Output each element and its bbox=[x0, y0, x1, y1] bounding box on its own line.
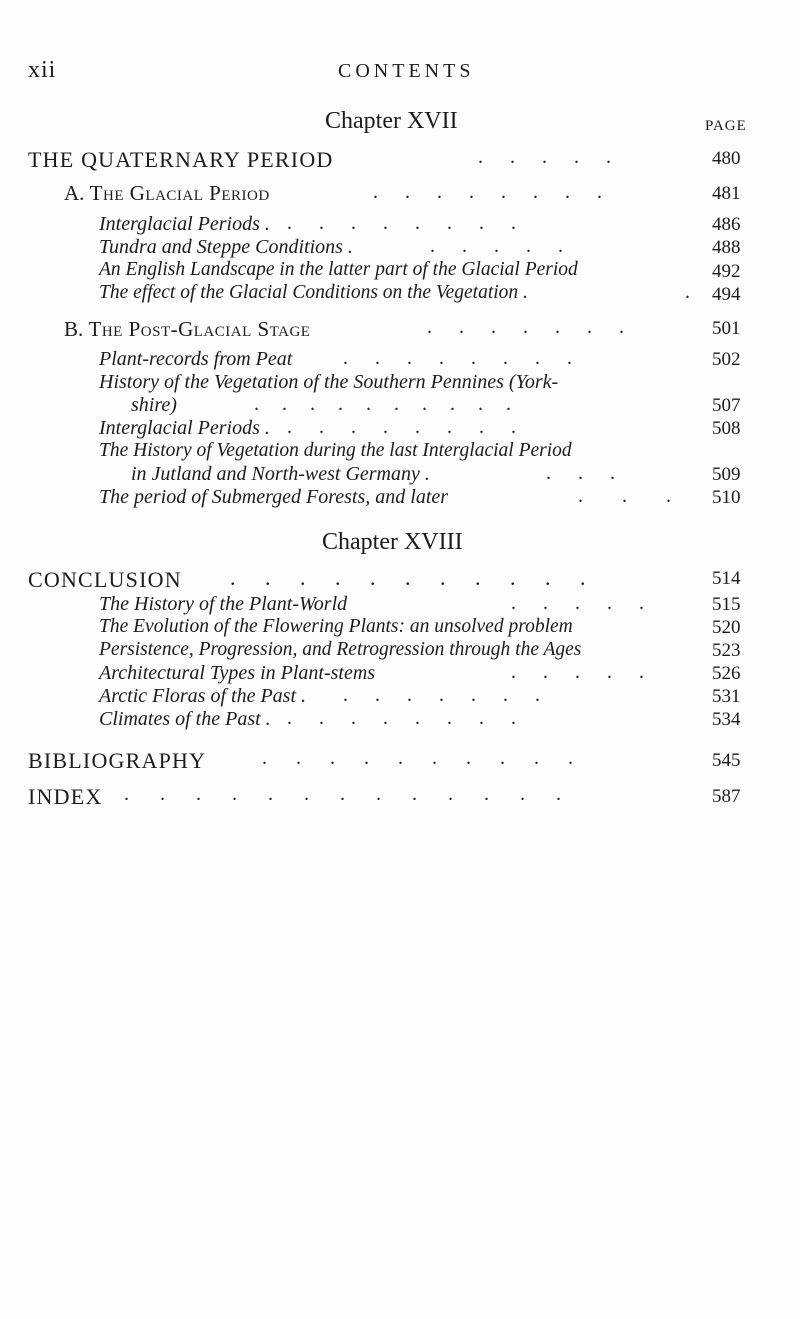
page-number: 509 bbox=[712, 464, 741, 485]
page-number: 514 bbox=[712, 568, 741, 589]
section-b bbox=[64, 317, 310, 342]
page-number: 481 bbox=[712, 183, 741, 204]
page-number: 486 bbox=[712, 214, 741, 235]
leader-dots: . . . . . bbox=[478, 146, 622, 168]
leader-dots: . . . . . . . . bbox=[287, 212, 527, 234]
page-number: 492 bbox=[712, 261, 741, 282]
leader-dots: . . . . . . . . bbox=[287, 707, 527, 729]
page-number: 510 bbox=[712, 487, 741, 508]
toc-entry: The History of Vegetation during the last Interglacial Period bbox=[99, 440, 572, 461]
leader-dots: . . . . . . . . bbox=[373, 181, 613, 203]
page-number: 501 bbox=[712, 318, 741, 339]
toc-entry: Interglacial Periods . bbox=[99, 417, 270, 439]
section-title: The Glacial Period bbox=[89, 181, 270, 205]
page-number: 488 bbox=[712, 237, 741, 258]
page-number: 515 bbox=[712, 594, 741, 615]
toc-entry-continued: in Jutland and North-west Germany . bbox=[131, 463, 430, 485]
chapter-heading: Chapter XVII bbox=[325, 108, 458, 134]
section-title: The Post-Glacial Stage bbox=[88, 317, 311, 341]
page-number: 526 bbox=[712, 663, 741, 684]
page-number: 531 bbox=[712, 686, 741, 707]
page-number: 545 bbox=[712, 750, 741, 771]
page-number: 520 bbox=[712, 617, 741, 638]
leader-dots: . . . . . . . . . . bbox=[262, 747, 585, 769]
page-number: 502 bbox=[712, 349, 741, 370]
section-letter: A. bbox=[64, 181, 85, 205]
chapter-title: THE QUATERNARY PERIOD bbox=[28, 147, 334, 172]
page-number: 508 bbox=[712, 418, 741, 439]
toc-entry: An English Landscape in the latter part of the Glacial Period bbox=[99, 259, 578, 280]
toc-entry: Interglacial Periods . bbox=[99, 213, 270, 235]
leader-dots: . . . . . . . . bbox=[343, 347, 583, 369]
toc-entry: The Evolution of the Flowering Plants: an unsolved problem bbox=[99, 616, 573, 637]
leader-dots: . bbox=[685, 281, 701, 303]
toc-entry: The effect of the Glacial Conditions on the Vegetation . bbox=[99, 282, 528, 303]
toc-entry: Climates of the Past . bbox=[99, 708, 271, 730]
chapter-heading: Chapter XVIII bbox=[322, 529, 463, 555]
leader-dots: . . . . . . . . . . bbox=[254, 393, 520, 415]
page-number: 480 bbox=[712, 148, 741, 169]
leader-dots: . . . . . bbox=[511, 661, 655, 683]
leader-dots: . . . bbox=[578, 485, 688, 507]
page-number: 534 bbox=[712, 709, 741, 730]
leader-dots: . . . . . . . . . . . . . bbox=[124, 783, 574, 805]
index-title: INDEX bbox=[28, 784, 103, 809]
leader-dots: . . . . . bbox=[430, 235, 574, 257]
page-number: 494 bbox=[712, 284, 741, 305]
toc-entry: Architectural Types in Plant-stems bbox=[99, 662, 376, 684]
leader-dots: . . . . . . . . bbox=[287, 416, 527, 438]
page-column-label: PAGE bbox=[705, 118, 747, 134]
page-number: 507 bbox=[712, 395, 741, 416]
leader-dots: . . . . . . . bbox=[343, 684, 551, 706]
section-letter: B. bbox=[64, 317, 84, 341]
leader-dots: . . . . . . . . . . . bbox=[230, 565, 598, 590]
leader-dots: . . . . . . . bbox=[427, 316, 635, 338]
page-folio: xii bbox=[28, 57, 57, 83]
section-a bbox=[64, 181, 270, 206]
toc-entry: Arctic Floras of the Past . bbox=[99, 685, 307, 707]
toc-entry: History of the Vegetation of the Southern Pennines (York- bbox=[99, 371, 559, 393]
leader-dots: . . . bbox=[546, 462, 626, 484]
leader-dots: . . . . . bbox=[511, 592, 655, 614]
page-number: 587 bbox=[712, 786, 741, 807]
toc-entry: The History of the Plant-World bbox=[99, 593, 348, 615]
toc-entry: Tundra and Steppe Conditions . bbox=[99, 236, 353, 258]
page-number: 523 bbox=[712, 640, 741, 661]
toc-entry: Persistence, Progression, and Retrogression through the Ages bbox=[99, 639, 582, 660]
toc-entry: Plant-records from Peat bbox=[99, 348, 293, 370]
toc-entry-continued: shire) bbox=[131, 394, 177, 416]
toc-entry: The period of Submerged Forests, and later bbox=[99, 486, 449, 508]
chapter-title: CONCLUSION bbox=[28, 567, 182, 592]
bibliography-title: BIBLIOGRAPHY bbox=[28, 748, 207, 773]
running-head: CONTENTS bbox=[338, 60, 475, 82]
